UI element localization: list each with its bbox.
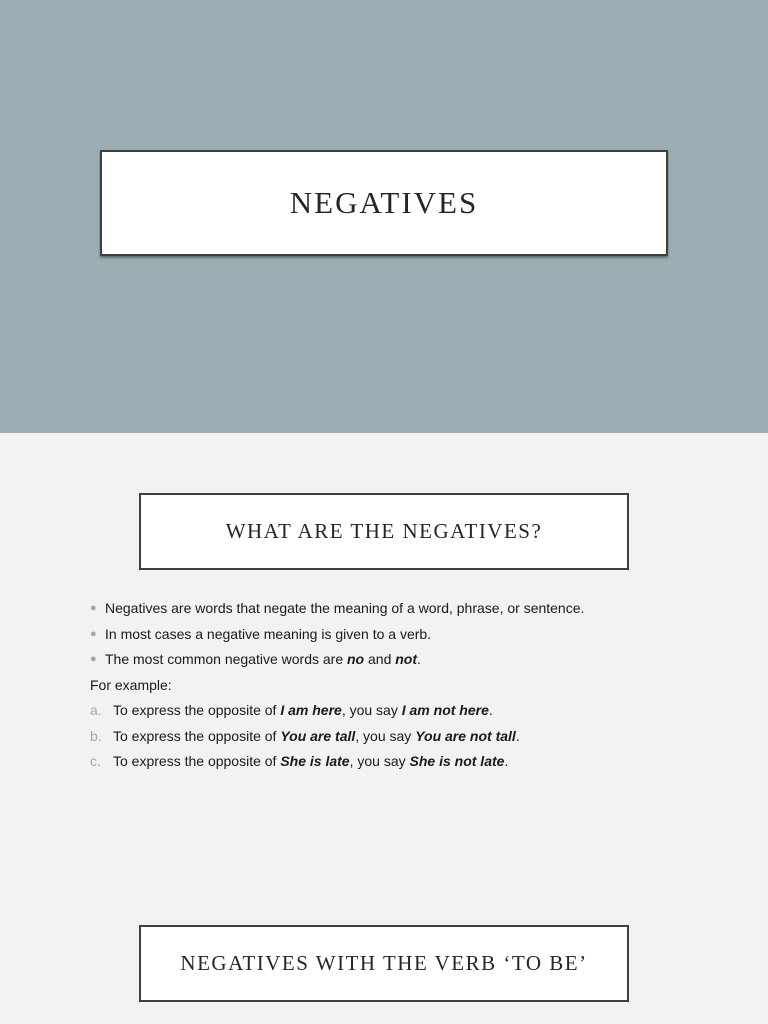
slide-title-text: NEGATIVES [289,185,479,220]
slide-title [0,0,768,433]
for-example-label: For example: [90,676,172,693]
example-item: b. To express the opposite of You are tall, you say You are not tall. [90,727,520,744]
next-slide-heading: NEGATIVES WITH THE VERB ‘TO BE’ [180,951,588,975]
slide-what-are-negatives [0,433,768,1024]
bullet-dot-icon: ● [90,602,97,614]
bullet-item: ● Negatives are words that negate the meaning of a word, phrase, or sentence. [90,596,710,622]
example-item: a. To express the opposite of I am here, you say I am not here. [90,702,493,718]
heading-box [139,493,629,570]
title-box [100,150,668,256]
bullet-item: ● The most common negative words are no and not. [90,647,710,673]
bullet-dot-icon: ● [90,653,97,665]
next-slide-heading-box [139,925,629,1002]
example-item: c. To express the opposite of She is late, you say She is not late. [90,753,509,769]
slide-heading: WHAT ARE THE NEGATIVES? [225,519,543,543]
bullet-item: ● In most cases a negative meaning is given to a verb. [90,622,710,648]
slide-body [90,596,710,775]
bullet-dot-icon: ● [90,627,97,640]
